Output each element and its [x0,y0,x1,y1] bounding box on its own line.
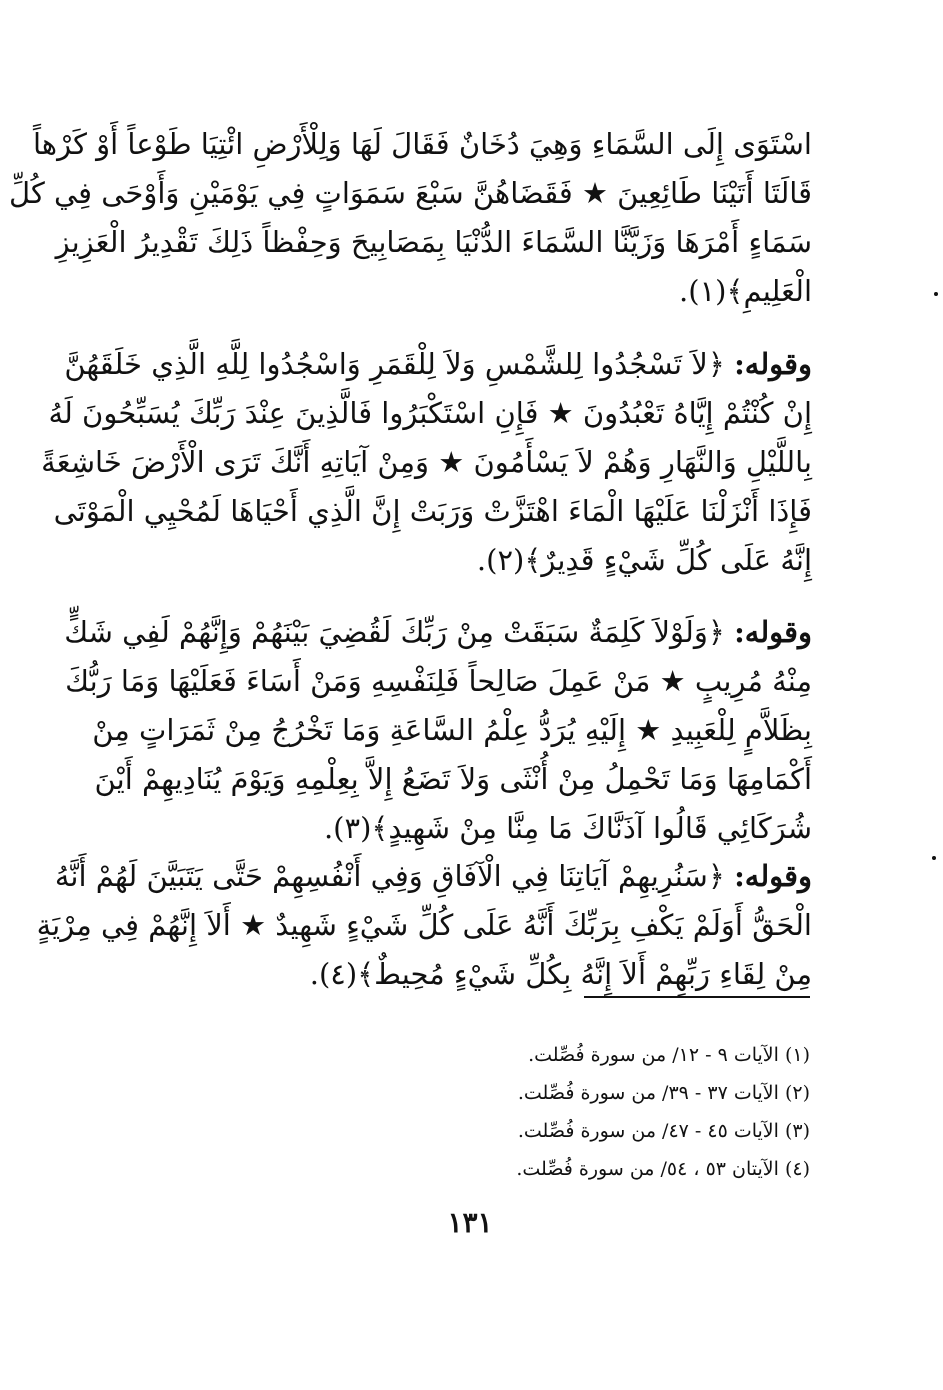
text-line-with-lead [64,608,812,657]
text-line: الْحَقُّ أَوَلَمْ يَكْفِ بِرَبِّكَ أَنَّهُ عَلَى كُلِّ شَيْءٍ شَهِيدٌ ★ أَلاَ إِنَّهُمْ فِي مِرْيَةٍ [36,908,812,942]
lead-phrase: وقوله: [734,615,812,649]
text-line: بِاللَّيْلِ وَالنَّهَارِ وَهُمْ لاَ يَسْأَمُونَ ★ وَمِنْ آيَاتِهِ أَنَّكَ تَرَى الْأَرْضَ خَاشِعَةً [41,445,812,479]
text-line-with-lead [64,340,812,389]
text-line: الْعَلِيمِ﴾(١). [679,274,812,308]
text-line: بِظَلاَّمٍ لِلْعَبِيدِ ★ إِلَيْهِ يُرَدُّ عِلْمُ السَّاعَةِ وَمَا تَخْرُجُ مِنْ ثَمَرَاتٍ مِنْ [92,713,812,747]
scan-speck [934,292,938,296]
text-line-with-lead [54,852,812,901]
text-line: مِنْهُ مُرِيبٍ ★ مَنْ عَمِلَ صَالِحاً فَلِنَفْسِهِ وَمَنْ أَسَاءَ فَعَلَيْهَا وَمَا رَبُّكَ [65,664,812,698]
text-line: ﴿وَلَوْلاَ كَلِمَةٌ سَبَقَتْ مِنْ رَبِّكَ لَقُضِيَ بَيْنَهُمْ وَإِنَّهُمْ لَفِي شَكٍّ [64,615,725,649]
verse-paragraph-4 [36,852,812,999]
footnote-3: (٣) الآيات ٤٥ - ٤٧/ من سورة فُصِّلت. [517,1120,810,1142]
text-line: إِنَّهُ عَلَى كُلِّ شَيْءٍ قَدِيرٌ﴾(٢). [476,543,812,577]
text-line: فَإِذَا أَنْزَلْنَا عَلَيْهَا الْمَاءَ اهْتَزَّتْ وَرَبَتْ إِنَّ الَّذِي أَحْيَاهَا لَمُحْيِي الْمَوْتَى [53,494,812,528]
text-line: قَالَتَا أَتَيْنَا طَائِعِينَ ★ فَقَضَاهُنَّ سَبْعَ سَمَوَاتٍ فِي يَوْمَيْنِ وَأَوْحَى فِي كُلِّ [9,176,812,210]
text-line: ﴿لاَ تَسْجُدُوا لِلشَّمْسِ وَلاَ لِلْقَمَرِ وَاسْجُدُوا لِلَّهِ الَّذِي خَلَقَهُنَّ [64,347,725,381]
lead-phrase: وقوله: [734,347,812,381]
verse-paragraph-2 [41,340,812,585]
page-number: ١٣١ [447,1206,493,1239]
text-line: مِنْ لِقَاءِ رَبِّهِمْ أَلاَ إِنَّهُ بِكُلِّ شَيْءٍ مُحِيطٌ﴾(٤). [309,957,812,991]
text-line: شُرَكَائِي قَالُوا آذَنَّاكَ مَا مِنَّا مِنْ شَهِيدٍ﴾(٣). [323,811,812,845]
footnote-4: (٤) الآيتان ٥٣ ، ٥٤/ من سورة فُصِّلت. [516,1158,810,1180]
text-line: ﴿سَنُرِيهِمْ آيَاتِنَا فِي الْآفَاقِ وَفِي أَنْفُسِهِمْ حَتَّى يَتَبَيَّنَ لَهُمْ أَنَّهُ [54,859,725,893]
footnote-2: (٢) الآيات ٣٧ - ٣٩/ من سورة فُصِّلت. [517,1082,810,1104]
footnote-divider [584,996,810,998]
verse-paragraph-3 [64,608,812,853]
footnote-1: (١) الآيات ٩ - ١٢/ من سورة فُصِّلت. [528,1044,810,1066]
text-line: إِنْ كُنْتُمْ إِيَّاهُ تَعْبُدُونَ ★ فَإِنِ اسْتَكْبَرُوا فَالَّذِينَ عِنْدَ رَبِّكَ يُسَبِّحُونَ لَهُ [48,396,812,430]
verse-paragraph-1 [9,120,812,316]
text-line: سَمَاءٍ أَمْرَهَا وَزَيَّنَّا السَّمَاءَ الدُّنْيَا بِمَصَابِيحَ وَحِفْظاً ذَلِكَ تَقْدِيرُ الْعَزِيزِ [55,225,812,259]
text-line: اسْتَوَى إِلَى السَّمَاءِ وَهِيَ دُخَانٌ فَقَالَ لَهَا وَلِلْأَرْضِ ائْتِيَا طَوْعاً أَوْ كَرْهاً [32,127,812,161]
scan-speck [932,856,936,860]
footnotes [380,1036,810,1188]
text-line: أَكْمَامِهَا وَمَا تَحْمِلُ مِنْ أُنْثَى وَلاَ تَضَعُ إِلاَّ بِعِلْمِهِ وَيَوْمَ يُنَادِيهِمْ أَيْنَ [94,762,812,796]
lead-phrase: وقوله: [734,859,812,893]
